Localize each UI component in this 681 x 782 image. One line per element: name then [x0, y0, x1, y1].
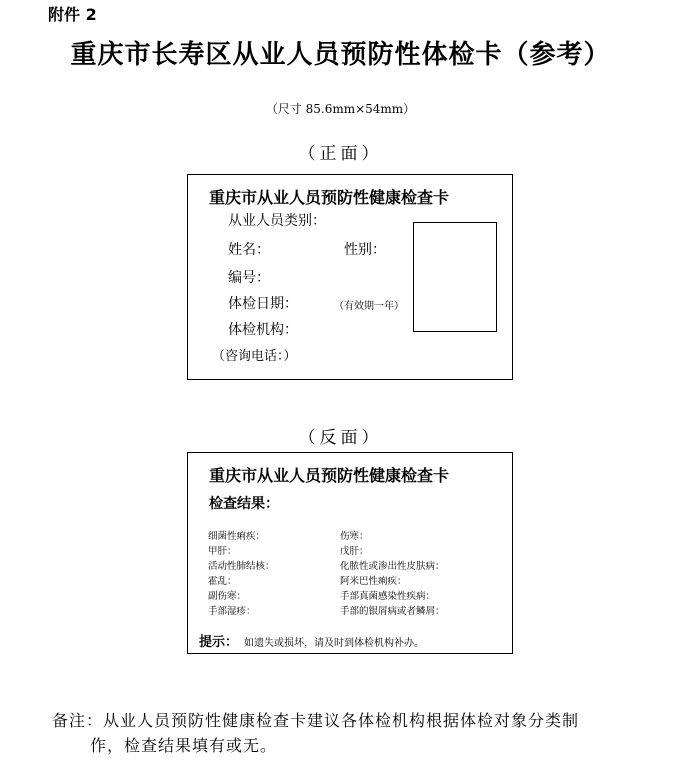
exam-date-field: 体检日期：: [228, 296, 298, 312]
institution-field: 体检机构：: [228, 322, 298, 338]
phone-field: （咨询电话：）: [212, 349, 297, 364]
list-item: 副伤寒：: [208, 591, 247, 602]
remark: [52, 708, 642, 758]
tip-label: 提示：: [199, 635, 239, 650]
front-card: [187, 174, 513, 380]
list-item: 手部真菌感染性疾病：: [340, 591, 436, 602]
list-item: 活动性肺结核：: [208, 561, 275, 572]
page-title: 重庆市长寿区从业人员预防性体检卡（参考）: [70, 40, 611, 70]
back-label: （反面）: [298, 428, 383, 448]
list-item: 化脓性或渗出性皮肤病：: [340, 561, 445, 572]
validity-note: （有效期一年）: [334, 301, 404, 312]
list-item: 阿米巴性痢疾：: [340, 576, 407, 587]
remark-line-2: 作，检查结果填有或无。: [90, 736, 278, 755]
number-field: 编号：: [228, 270, 270, 286]
name-field: 姓名：: [228, 242, 270, 258]
list-item: 甲肝：: [208, 546, 237, 557]
photo-box: [413, 222, 497, 332]
attachment-label: 附件 2: [48, 5, 97, 24]
gender-field: 性别：: [344, 242, 386, 258]
front-card-title: 重庆市从业人员预防性健康检查卡: [209, 188, 450, 207]
tip-text: 如遗失或损坏，请及时到体检机构补办。: [244, 638, 424, 649]
category-field: 从业人员类别：: [228, 213, 326, 229]
size-note: （尺寸 85.6mm×54mm）: [265, 102, 416, 116]
back-card: [187, 452, 513, 654]
list-item: 伤寒：: [340, 531, 369, 542]
front-label: （正面）: [298, 144, 383, 164]
list-item: 霍乱：: [208, 576, 237, 587]
remark-line-1: 备注：从业人员预防性健康检查卡建议各体检机构根据体检对象分类制: [52, 711, 580, 730]
list-item: 戊肝：: [340, 546, 369, 557]
list-item: 手部的银屑病或者鳞屑：: [340, 606, 445, 617]
result-label: 检查结果：: [209, 496, 279, 512]
list-item: 手部湿疹：: [208, 606, 256, 617]
list-item: 细菌性痢疾：: [208, 531, 266, 542]
back-card-title: 重庆市从业人员预防性健康检查卡: [209, 466, 450, 485]
